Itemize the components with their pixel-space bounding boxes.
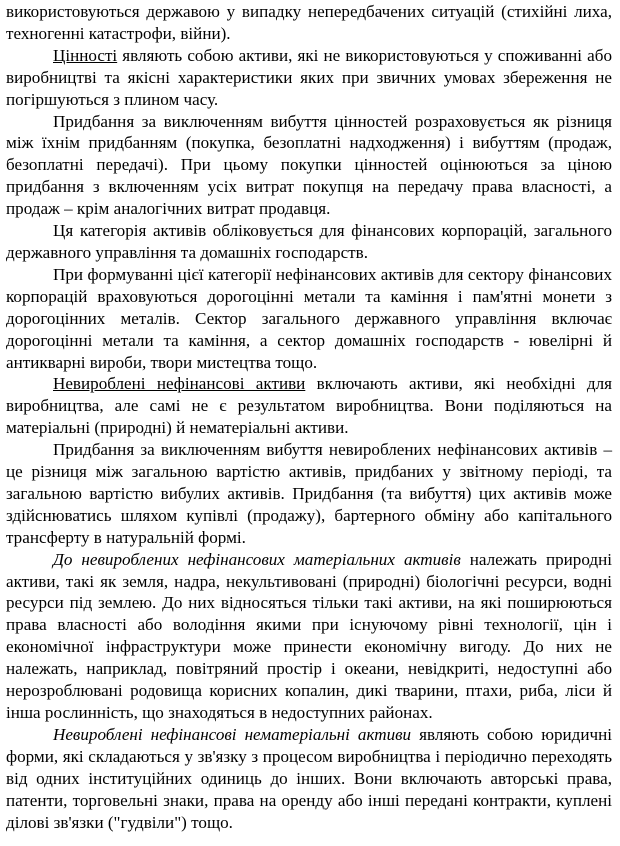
text-segment: Придбання за виключенням вибуття невироблених нефінансових активів – це різниця між загальною вартістю активів, придбаних у звітному періоді, та загальною вартістю вибулих активів. Придбання (та вибуття) цих активів може здійснюватись шляхом купівлі (продажу), бартерного обміну або капітального трансферту в натуральній формі. <box>6 440 612 547</box>
paragraph-valuables-acquisition <box>6 111 612 221</box>
term-non-produced-assets: Невироблені нефінансові активи <box>53 374 306 394</box>
paragraph-non-produced-acquisition <box>6 439 612 549</box>
paragraph-intangible-non-produced <box>6 724 612 834</box>
text-segment: являють собою юридичні форми, які складаються у зв'язку з процесом виробництва і періодично переходять від одних інституційних одиниць до інших. Вони включають авторські права, патенти, торговельні знаки, права на оренду або інші передані контракти, куплені ділові зв'язки ("гудвіли") тощо. <box>6 724 612 832</box>
text-segment: включають активи, які необхідні для виробництва, але самі не є результатом виробництва. Вони поділяються на матеріальні (природні) й нематеріальні активи. <box>6 374 613 438</box>
paragraph-valuables-composition <box>6 264 612 374</box>
paragraph-state-reserves-end <box>6 1 612 45</box>
text-segment: використовуються державою у випадку непередбачених ситуацій (стихійні лиха, техногенні катастрофи, війни). <box>6 2 612 43</box>
document-body <box>6 1 612 833</box>
term-valuables: Цінності <box>53 45 118 65</box>
text-segment: При формуванні цієї категорії нефінансових активів для сектору фінансових корпорацій враховуються дорогоцінні метали та каміння і пам'ятні монети з дорогоцінних металів. Сектор загального державного управління включає дорогоцінні метали та каміння, а сектор домашніх господарств - ювелірні й антикварні вироби, твори мистецтва тощо. <box>6 264 612 372</box>
paragraph-valuables-sectors <box>6 220 612 264</box>
paragraph-valuables-definition <box>6 45 612 111</box>
text-segment: належать природні активи, такі як земля, надра, некультивовані (природні) біологічні ресурси, водні ресурси під землею. До них відносяться тільки такі активи, на які поширюються права власності або володіння якими при існуючому рівні технології, цін і економічної інфраструктури може принести економічну вигоду. До них не належать, наприклад, повітряний простір і океани, невідкриті, недоступні або нерозроблювані родовища корисних копалин, дикі тварини, птахи, риба, ліси й інша рослинність, що знаходяться в недоступних районах. <box>6 549 613 722</box>
paragraph-tangible-non-produced <box>6 549 612 724</box>
text-segment: Придбання за виключенням вибуття цінностей розраховується як різниця між їхнім придбанням (покупка, безоплатні надходження) і вибуттям (продаж, безоплатні передачі). При цьому покупки цінностей оцінюються за ціною придбання з включенням усіх витрат покупця на передачу права власності, а продаж – крім аналогічних витрат продавця. <box>6 111 612 219</box>
term-tangible-non-produced: До невироблених нефінансових матеріальних активів <box>53 549 461 569</box>
paragraph-non-produced-assets <box>6 373 612 439</box>
term-intangible-non-produced: Невироблені нефінансові нематеріальні активи <box>53 724 412 744</box>
text-segment: являють собою активи, які не використовуються у споживанні або виробництві та якісні характеристики яких при звичних умовах збереження не погіршуються з плином часу. <box>6 45 612 109</box>
text-segment: Ця категорія активів обліковується для фінансових корпорацій, загального державного управління та домашніх господарств. <box>6 221 612 262</box>
